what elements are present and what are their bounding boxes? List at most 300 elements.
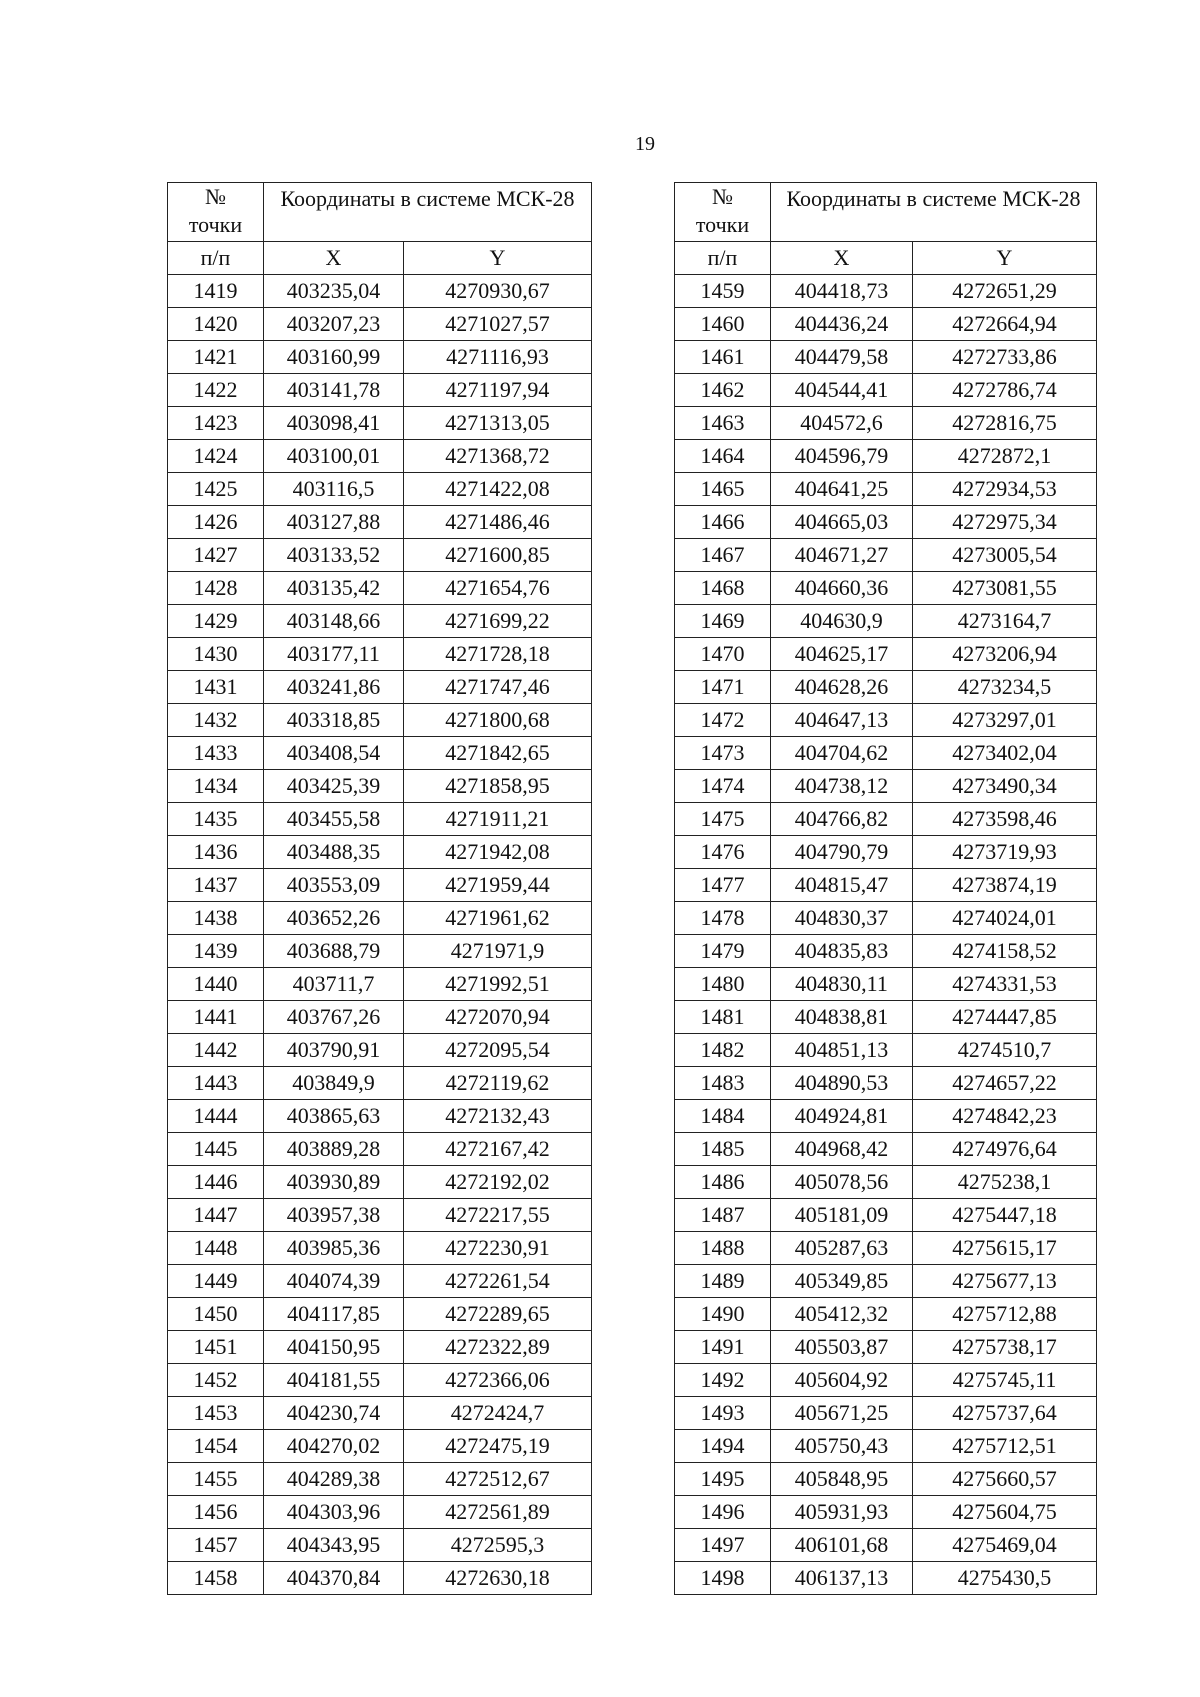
point-number-cell: 1497 <box>675 1529 771 1562</box>
y-coordinate-cell: 4271942,08 <box>404 836 592 869</box>
y-coordinate-cell: 4271971,9 <box>404 935 592 968</box>
y-coordinate-cell: 4271800,68 <box>404 704 592 737</box>
y-coordinate-cell: 4271116,93 <box>404 341 592 374</box>
y-coordinate-cell: 4274976,64 <box>913 1133 1097 1166</box>
y-coordinate-cell: 4275469,04 <box>913 1529 1097 1562</box>
x-coordinate-cell: 403790,91 <box>264 1034 404 1067</box>
point-number-cell: 1426 <box>168 506 264 539</box>
point-number-cell: 1445 <box>168 1133 264 1166</box>
table-row <box>168 1265 592 1298</box>
y-coordinate-cell: 4272167,42 <box>404 1133 592 1166</box>
y-coordinate-cell: 4271699,22 <box>404 605 592 638</box>
x-coordinate-cell: 403688,79 <box>264 935 404 968</box>
y-coordinate-cell: 4271842,65 <box>404 737 592 770</box>
x-coordinate-cell: 404303,96 <box>264 1496 404 1529</box>
table-row <box>168 1298 592 1331</box>
x-coordinate-cell: 404665,03 <box>771 506 913 539</box>
y-coordinate-cell: 4272664,94 <box>913 308 1097 341</box>
point-number-cell: 1458 <box>168 1562 264 1595</box>
x-coordinate-cell: 403849,9 <box>264 1067 404 1100</box>
table-row <box>168 440 592 473</box>
y-coordinate-cell: 4272322,89 <box>404 1331 592 1364</box>
table-row <box>168 1397 592 1430</box>
point-number-cell: 1441 <box>168 1001 264 1034</box>
point-number-cell: 1432 <box>168 704 264 737</box>
table-row <box>168 902 592 935</box>
y-coordinate-cell: 4272119,62 <box>404 1067 592 1100</box>
point-number-cell: 1472 <box>675 704 771 737</box>
x-coordinate-cell: 403318,85 <box>264 704 404 737</box>
point-number-cell: 1473 <box>675 737 771 770</box>
x-coordinate-cell: 403135,42 <box>264 572 404 605</box>
y-coordinate-cell: 4271368,72 <box>404 440 592 473</box>
point-number-cell: 1422 <box>168 374 264 407</box>
table-row <box>168 374 592 407</box>
y-coordinate-cell: 4275738,17 <box>913 1331 1097 1364</box>
x-coordinate-cell: 403160,99 <box>264 341 404 374</box>
x-coordinate-cell: 405078,56 <box>771 1166 913 1199</box>
y-coordinate-cell: 4275660,57 <box>913 1463 1097 1496</box>
x-coordinate-cell: 403711,7 <box>264 968 404 1001</box>
table-row <box>675 704 1097 737</box>
point-number-cell: 1420 <box>168 308 264 341</box>
x-coordinate-cell: 404641,25 <box>771 473 913 506</box>
x-coordinate-cell: 403127,88 <box>264 506 404 539</box>
y-coordinate-cell: 4272816,75 <box>913 407 1097 440</box>
y-coordinate-cell: 4275677,13 <box>913 1265 1097 1298</box>
table-row <box>168 1364 592 1397</box>
y-coordinate-cell: 4273081,55 <box>913 572 1097 605</box>
y-coordinate-cell: 4272366,06 <box>404 1364 592 1397</box>
point-number-cell: 1482 <box>675 1034 771 1067</box>
point-number-cell: 1462 <box>675 374 771 407</box>
x-coordinate-cell: 403957,38 <box>264 1199 404 1232</box>
point-number-cell: 1440 <box>168 968 264 1001</box>
x-coordinate-cell: 405412,32 <box>771 1298 913 1331</box>
point-number-cell: 1493 <box>675 1397 771 1430</box>
table-row <box>168 1199 592 1232</box>
table-row <box>675 836 1097 869</box>
point-number-cell: 1460 <box>675 308 771 341</box>
table-row <box>168 1001 592 1034</box>
x-coordinate-cell: 404270,02 <box>264 1430 404 1463</box>
y-coordinate-cell: 4275430,5 <box>913 1562 1097 1595</box>
table-row <box>675 638 1097 671</box>
y-coordinate-cell: 4275238,1 <box>913 1166 1097 1199</box>
table-row <box>168 473 592 506</box>
point-number-cell: 1469 <box>675 605 771 638</box>
header-point-word: точки <box>695 212 750 237</box>
point-number-cell: 1459 <box>675 275 771 308</box>
header-number-sign: № <box>205 184 226 209</box>
point-number-cell: 1486 <box>675 1166 771 1199</box>
point-number-header <box>675 183 771 242</box>
table-row <box>675 473 1097 506</box>
y-coordinate-cell: 4271027,57 <box>404 308 592 341</box>
y-coordinate-cell: 4275447,18 <box>913 1199 1097 1232</box>
coordinates-table-left <box>167 182 592 1595</box>
x-coordinate-cell: 404544,41 <box>771 374 913 407</box>
point-number-cell: 1490 <box>675 1298 771 1331</box>
x-coordinate-cell: 404738,12 <box>771 770 913 803</box>
table-row <box>675 1133 1097 1166</box>
x-coordinate-cell: 403235,04 <box>264 275 404 308</box>
table-row <box>675 572 1097 605</box>
x-coordinate-cell: 404596,79 <box>771 440 913 473</box>
y-coordinate-cell: 4275737,64 <box>913 1397 1097 1430</box>
y-coordinate-cell: 4272595,3 <box>404 1529 592 1562</box>
table-row <box>168 704 592 737</box>
point-number-cell: 1448 <box>168 1232 264 1265</box>
point-number-cell: 1495 <box>675 1463 771 1496</box>
y-coordinate-cell: 4273164,7 <box>913 605 1097 638</box>
table-row <box>168 1331 592 1364</box>
point-number-cell: 1484 <box>675 1100 771 1133</box>
y-coordinate-cell: 4273005,54 <box>913 539 1097 572</box>
y-coordinate-cell: 4270930,67 <box>404 275 592 308</box>
y-coordinate-cell: 4272934,53 <box>913 473 1097 506</box>
table-row <box>168 572 592 605</box>
y-coordinate-cell: 4274447,85 <box>913 1001 1097 1034</box>
x-coordinate-cell: 404835,83 <box>771 935 913 968</box>
y-coordinate-cell: 4275745,11 <box>913 1364 1097 1397</box>
y-coordinate-cell: 4271959,44 <box>404 869 592 902</box>
x-coordinate-cell: 404968,42 <box>771 1133 913 1166</box>
point-number-cell: 1451 <box>168 1331 264 1364</box>
point-number-cell: 1461 <box>675 341 771 374</box>
point-number-cell: 1449 <box>168 1265 264 1298</box>
point-number-cell: 1476 <box>675 836 771 869</box>
point-number-cell: 1468 <box>675 572 771 605</box>
table-row <box>675 671 1097 704</box>
point-number-cell: 1428 <box>168 572 264 605</box>
x-coordinate-cell: 403930,89 <box>264 1166 404 1199</box>
point-number-cell: 1480 <box>675 968 771 1001</box>
table-row <box>675 803 1097 836</box>
point-number-cell: 1487 <box>675 1199 771 1232</box>
coordinates-table-right <box>674 182 1097 1595</box>
point-number-cell: 1483 <box>675 1067 771 1100</box>
y-coordinate-cell: 4273402,04 <box>913 737 1097 770</box>
y-coordinate-cell: 4271600,85 <box>404 539 592 572</box>
y-coordinate-cell: 4272561,89 <box>404 1496 592 1529</box>
y-coordinate-cell: 4272132,43 <box>404 1100 592 1133</box>
y-coordinate-cell: 4272630,18 <box>404 1562 592 1595</box>
table-row <box>675 440 1097 473</box>
y-coordinate-cell: 4272095,54 <box>404 1034 592 1067</box>
point-number-cell: 1453 <box>168 1397 264 1430</box>
y-coordinate-cell: 4271486,46 <box>404 506 592 539</box>
x-coordinate-cell: 405181,09 <box>771 1199 913 1232</box>
y-coordinate-cell: 4273719,93 <box>913 836 1097 869</box>
point-number-cell: 1456 <box>168 1496 264 1529</box>
point-number-cell: 1485 <box>675 1133 771 1166</box>
table-row <box>675 1463 1097 1496</box>
y-coordinate-cell: 4272651,29 <box>913 275 1097 308</box>
point-number-cell: 1434 <box>168 770 264 803</box>
x-coordinate-cell: 404890,53 <box>771 1067 913 1100</box>
point-number-cell: 1470 <box>675 638 771 671</box>
table-row <box>168 1166 592 1199</box>
x-coordinate-cell: 403100,01 <box>264 440 404 473</box>
y-coordinate-cell: 4275712,51 <box>913 1430 1097 1463</box>
table-row <box>168 1562 592 1595</box>
table-row <box>168 803 592 836</box>
x-coordinate-cell: 404766,82 <box>771 803 913 836</box>
x-coordinate-cell: 404150,95 <box>264 1331 404 1364</box>
point-number-cell: 1437 <box>168 869 264 902</box>
y-coordinate-cell: 4274842,23 <box>913 1100 1097 1133</box>
y-column-header: Y <box>913 242 1097 275</box>
coordinate-system-header: Координаты в системе МСК-28 <box>771 183 1097 242</box>
point-number-cell: 1444 <box>168 1100 264 1133</box>
point-order-header: п/п <box>675 242 771 275</box>
y-coordinate-cell: 4272975,34 <box>913 506 1097 539</box>
table-row <box>168 1496 592 1529</box>
table-row <box>168 671 592 704</box>
y-coordinate-cell: 4272512,67 <box>404 1463 592 1496</box>
point-number-header <box>168 183 264 242</box>
table-row <box>168 1232 592 1265</box>
table-row <box>675 1397 1097 1430</box>
point-number-cell: 1443 <box>168 1067 264 1100</box>
x-coordinate-cell: 405848,95 <box>771 1463 913 1496</box>
point-number-cell: 1463 <box>675 407 771 440</box>
table-row <box>168 539 592 572</box>
point-number-cell: 1477 <box>675 869 771 902</box>
table-row <box>168 506 592 539</box>
y-coordinate-cell: 4272289,65 <box>404 1298 592 1331</box>
point-number-cell: 1464 <box>675 440 771 473</box>
x-coordinate-cell: 403889,28 <box>264 1133 404 1166</box>
x-coordinate-cell: 405750,43 <box>771 1430 913 1463</box>
header-point-word: точки <box>188 212 243 237</box>
x-coordinate-cell: 403652,26 <box>264 902 404 935</box>
x-coordinate-cell: 404289,38 <box>264 1463 404 1496</box>
table-row <box>168 1133 592 1166</box>
point-number-cell: 1467 <box>675 539 771 572</box>
header-number-sign: № <box>712 184 733 209</box>
x-coordinate-cell: 404838,81 <box>771 1001 913 1034</box>
x-coordinate-cell: 403455,58 <box>264 803 404 836</box>
y-coordinate-cell: 4272230,91 <box>404 1232 592 1265</box>
x-coordinate-cell: 406137,13 <box>771 1562 913 1595</box>
table-row <box>675 1166 1097 1199</box>
table-row <box>675 1298 1097 1331</box>
x-coordinate-cell: 403207,23 <box>264 308 404 341</box>
table-row <box>675 1430 1097 1463</box>
point-number-cell: 1425 <box>168 473 264 506</box>
point-number-cell: 1466 <box>675 506 771 539</box>
point-number-cell: 1489 <box>675 1265 771 1298</box>
page-number: 19 <box>635 133 655 155</box>
y-coordinate-cell: 4273206,94 <box>913 638 1097 671</box>
x-coordinate-cell: 403241,86 <box>264 671 404 704</box>
y-coordinate-cell: 4273598,46 <box>913 803 1097 836</box>
y-coordinate-cell: 4273874,19 <box>913 869 1097 902</box>
x-column-header: X <box>264 242 404 275</box>
point-number-cell: 1439 <box>168 935 264 968</box>
table-row <box>168 869 592 902</box>
table-row <box>675 1067 1097 1100</box>
x-coordinate-cell: 404572,6 <box>771 407 913 440</box>
y-coordinate-cell: 4272424,7 <box>404 1397 592 1430</box>
x-coordinate-cell: 404647,13 <box>771 704 913 737</box>
y-coordinate-cell: 4271747,46 <box>404 671 592 704</box>
y-coordinate-cell: 4271911,21 <box>404 803 592 836</box>
x-coordinate-cell: 404671,27 <box>771 539 913 572</box>
table-row <box>675 605 1097 638</box>
x-coordinate-cell: 404074,39 <box>264 1265 404 1298</box>
coordinate-system-header: Координаты в системе МСК-28 <box>264 183 592 242</box>
table-row <box>168 605 592 638</box>
x-coordinate-cell: 403408,54 <box>264 737 404 770</box>
y-coordinate-cell: 4272070,94 <box>404 1001 592 1034</box>
table-row <box>168 407 592 440</box>
x-coordinate-cell: 404830,11 <box>771 968 913 1001</box>
point-number-cell: 1481 <box>675 1001 771 1034</box>
point-number-cell: 1488 <box>675 1232 771 1265</box>
point-number-cell: 1424 <box>168 440 264 473</box>
point-number-cell: 1435 <box>168 803 264 836</box>
table-row <box>168 308 592 341</box>
point-order-header: п/п <box>168 242 264 275</box>
point-number-cell: 1427 <box>168 539 264 572</box>
point-number-cell: 1478 <box>675 902 771 935</box>
point-number-cell: 1442 <box>168 1034 264 1067</box>
x-coordinate-cell: 404830,37 <box>771 902 913 935</box>
point-number-cell: 1496 <box>675 1496 771 1529</box>
y-coordinate-cell: 4272192,02 <box>404 1166 592 1199</box>
y-coordinate-cell: 4273490,34 <box>913 770 1097 803</box>
table-row <box>675 1331 1097 1364</box>
x-coordinate-cell: 404343,95 <box>264 1529 404 1562</box>
point-number-cell: 1457 <box>168 1529 264 1562</box>
table-row <box>675 902 1097 935</box>
x-coordinate-cell: 404436,24 <box>771 308 913 341</box>
x-coordinate-cell: 404628,26 <box>771 671 913 704</box>
point-number-cell: 1436 <box>168 836 264 869</box>
point-number-cell: 1431 <box>168 671 264 704</box>
y-coordinate-cell: 4271992,51 <box>404 968 592 1001</box>
y-coordinate-cell: 4271313,05 <box>404 407 592 440</box>
point-number-cell: 1419 <box>168 275 264 308</box>
x-coordinate-cell: 404630,9 <box>771 605 913 638</box>
y-coordinate-cell: 4273297,01 <box>913 704 1097 737</box>
point-number-cell: 1491 <box>675 1331 771 1364</box>
table-row <box>675 407 1097 440</box>
x-coordinate-cell: 404660,36 <box>771 572 913 605</box>
y-coordinate-cell: 4271197,94 <box>404 374 592 407</box>
table-row <box>675 1199 1097 1232</box>
point-number-cell: 1447 <box>168 1199 264 1232</box>
x-coordinate-cell: 404181,55 <box>264 1364 404 1397</box>
x-coordinate-cell: 403148,66 <box>264 605 404 638</box>
point-number-cell: 1498 <box>675 1562 771 1595</box>
y-coordinate-cell: 4272733,86 <box>913 341 1097 374</box>
table-row <box>168 1463 592 1496</box>
x-coordinate-cell: 403098,41 <box>264 407 404 440</box>
y-coordinate-cell: 4274657,22 <box>913 1067 1097 1100</box>
y-coordinate-cell: 4271858,95 <box>404 770 592 803</box>
point-number-cell: 1465 <box>675 473 771 506</box>
table-row <box>675 1265 1097 1298</box>
point-number-cell: 1471 <box>675 671 771 704</box>
table-row <box>675 1232 1097 1265</box>
table-row <box>675 968 1097 1001</box>
x-coordinate-cell: 404117,85 <box>264 1298 404 1331</box>
table-row <box>675 1496 1097 1529</box>
y-coordinate-cell: 4274510,7 <box>913 1034 1097 1067</box>
x-coordinate-cell: 404815,47 <box>771 869 913 902</box>
y-coordinate-cell: 4272786,74 <box>913 374 1097 407</box>
table-row <box>675 506 1097 539</box>
table-row <box>675 1100 1097 1133</box>
table-row <box>168 737 592 770</box>
x-coordinate-cell: 403141,78 <box>264 374 404 407</box>
table-row <box>675 275 1097 308</box>
table-row <box>168 770 592 803</box>
y-coordinate-cell: 4275615,17 <box>913 1232 1097 1265</box>
point-number-cell: 1492 <box>675 1364 771 1397</box>
table-row <box>168 638 592 671</box>
point-number-cell: 1494 <box>675 1430 771 1463</box>
x-coordinate-cell: 405287,63 <box>771 1232 913 1265</box>
table-row <box>168 1100 592 1133</box>
y-coordinate-cell: 4275712,88 <box>913 1298 1097 1331</box>
y-coordinate-cell: 4272261,54 <box>404 1265 592 1298</box>
x-coordinate-cell: 405931,93 <box>771 1496 913 1529</box>
x-coordinate-cell: 405349,85 <box>771 1265 913 1298</box>
point-number-cell: 1455 <box>168 1463 264 1496</box>
x-coordinate-cell: 403488,35 <box>264 836 404 869</box>
x-coordinate-cell: 404418,73 <box>771 275 913 308</box>
y-coordinate-cell: 4271422,08 <box>404 473 592 506</box>
table-row <box>675 737 1097 770</box>
y-coordinate-cell: 4271961,62 <box>404 902 592 935</box>
table-row <box>168 275 592 308</box>
table-row <box>675 1034 1097 1067</box>
y-coordinate-cell: 4274331,53 <box>913 968 1097 1001</box>
y-coordinate-cell: 4271654,76 <box>404 572 592 605</box>
point-number-cell: 1421 <box>168 341 264 374</box>
x-coordinate-cell: 403985,36 <box>264 1232 404 1265</box>
table-row <box>675 935 1097 968</box>
table-row <box>168 836 592 869</box>
x-coordinate-cell: 403865,63 <box>264 1100 404 1133</box>
x-coordinate-cell: 403553,09 <box>264 869 404 902</box>
x-coordinate-cell: 404370,84 <box>264 1562 404 1595</box>
x-coordinate-cell: 403425,39 <box>264 770 404 803</box>
x-coordinate-cell: 403116,5 <box>264 473 404 506</box>
x-coordinate-cell: 404790,79 <box>771 836 913 869</box>
point-number-cell: 1454 <box>168 1430 264 1463</box>
x-coordinate-cell: 403133,52 <box>264 539 404 572</box>
table-row <box>168 1529 592 1562</box>
y-coordinate-cell: 4271728,18 <box>404 638 592 671</box>
x-coordinate-cell: 404479,58 <box>771 341 913 374</box>
y-coordinate-cell: 4275604,75 <box>913 1496 1097 1529</box>
y-coordinate-cell: 4274024,01 <box>913 902 1097 935</box>
table-row <box>675 374 1097 407</box>
point-number-cell: 1429 <box>168 605 264 638</box>
y-coordinate-cell: 4273234,5 <box>913 671 1097 704</box>
x-coordinate-cell: 404625,17 <box>771 638 913 671</box>
point-number-cell: 1475 <box>675 803 771 836</box>
x-coordinate-cell: 405604,92 <box>771 1364 913 1397</box>
x-coordinate-cell: 404704,62 <box>771 737 913 770</box>
x-coordinate-cell: 403767,26 <box>264 1001 404 1034</box>
